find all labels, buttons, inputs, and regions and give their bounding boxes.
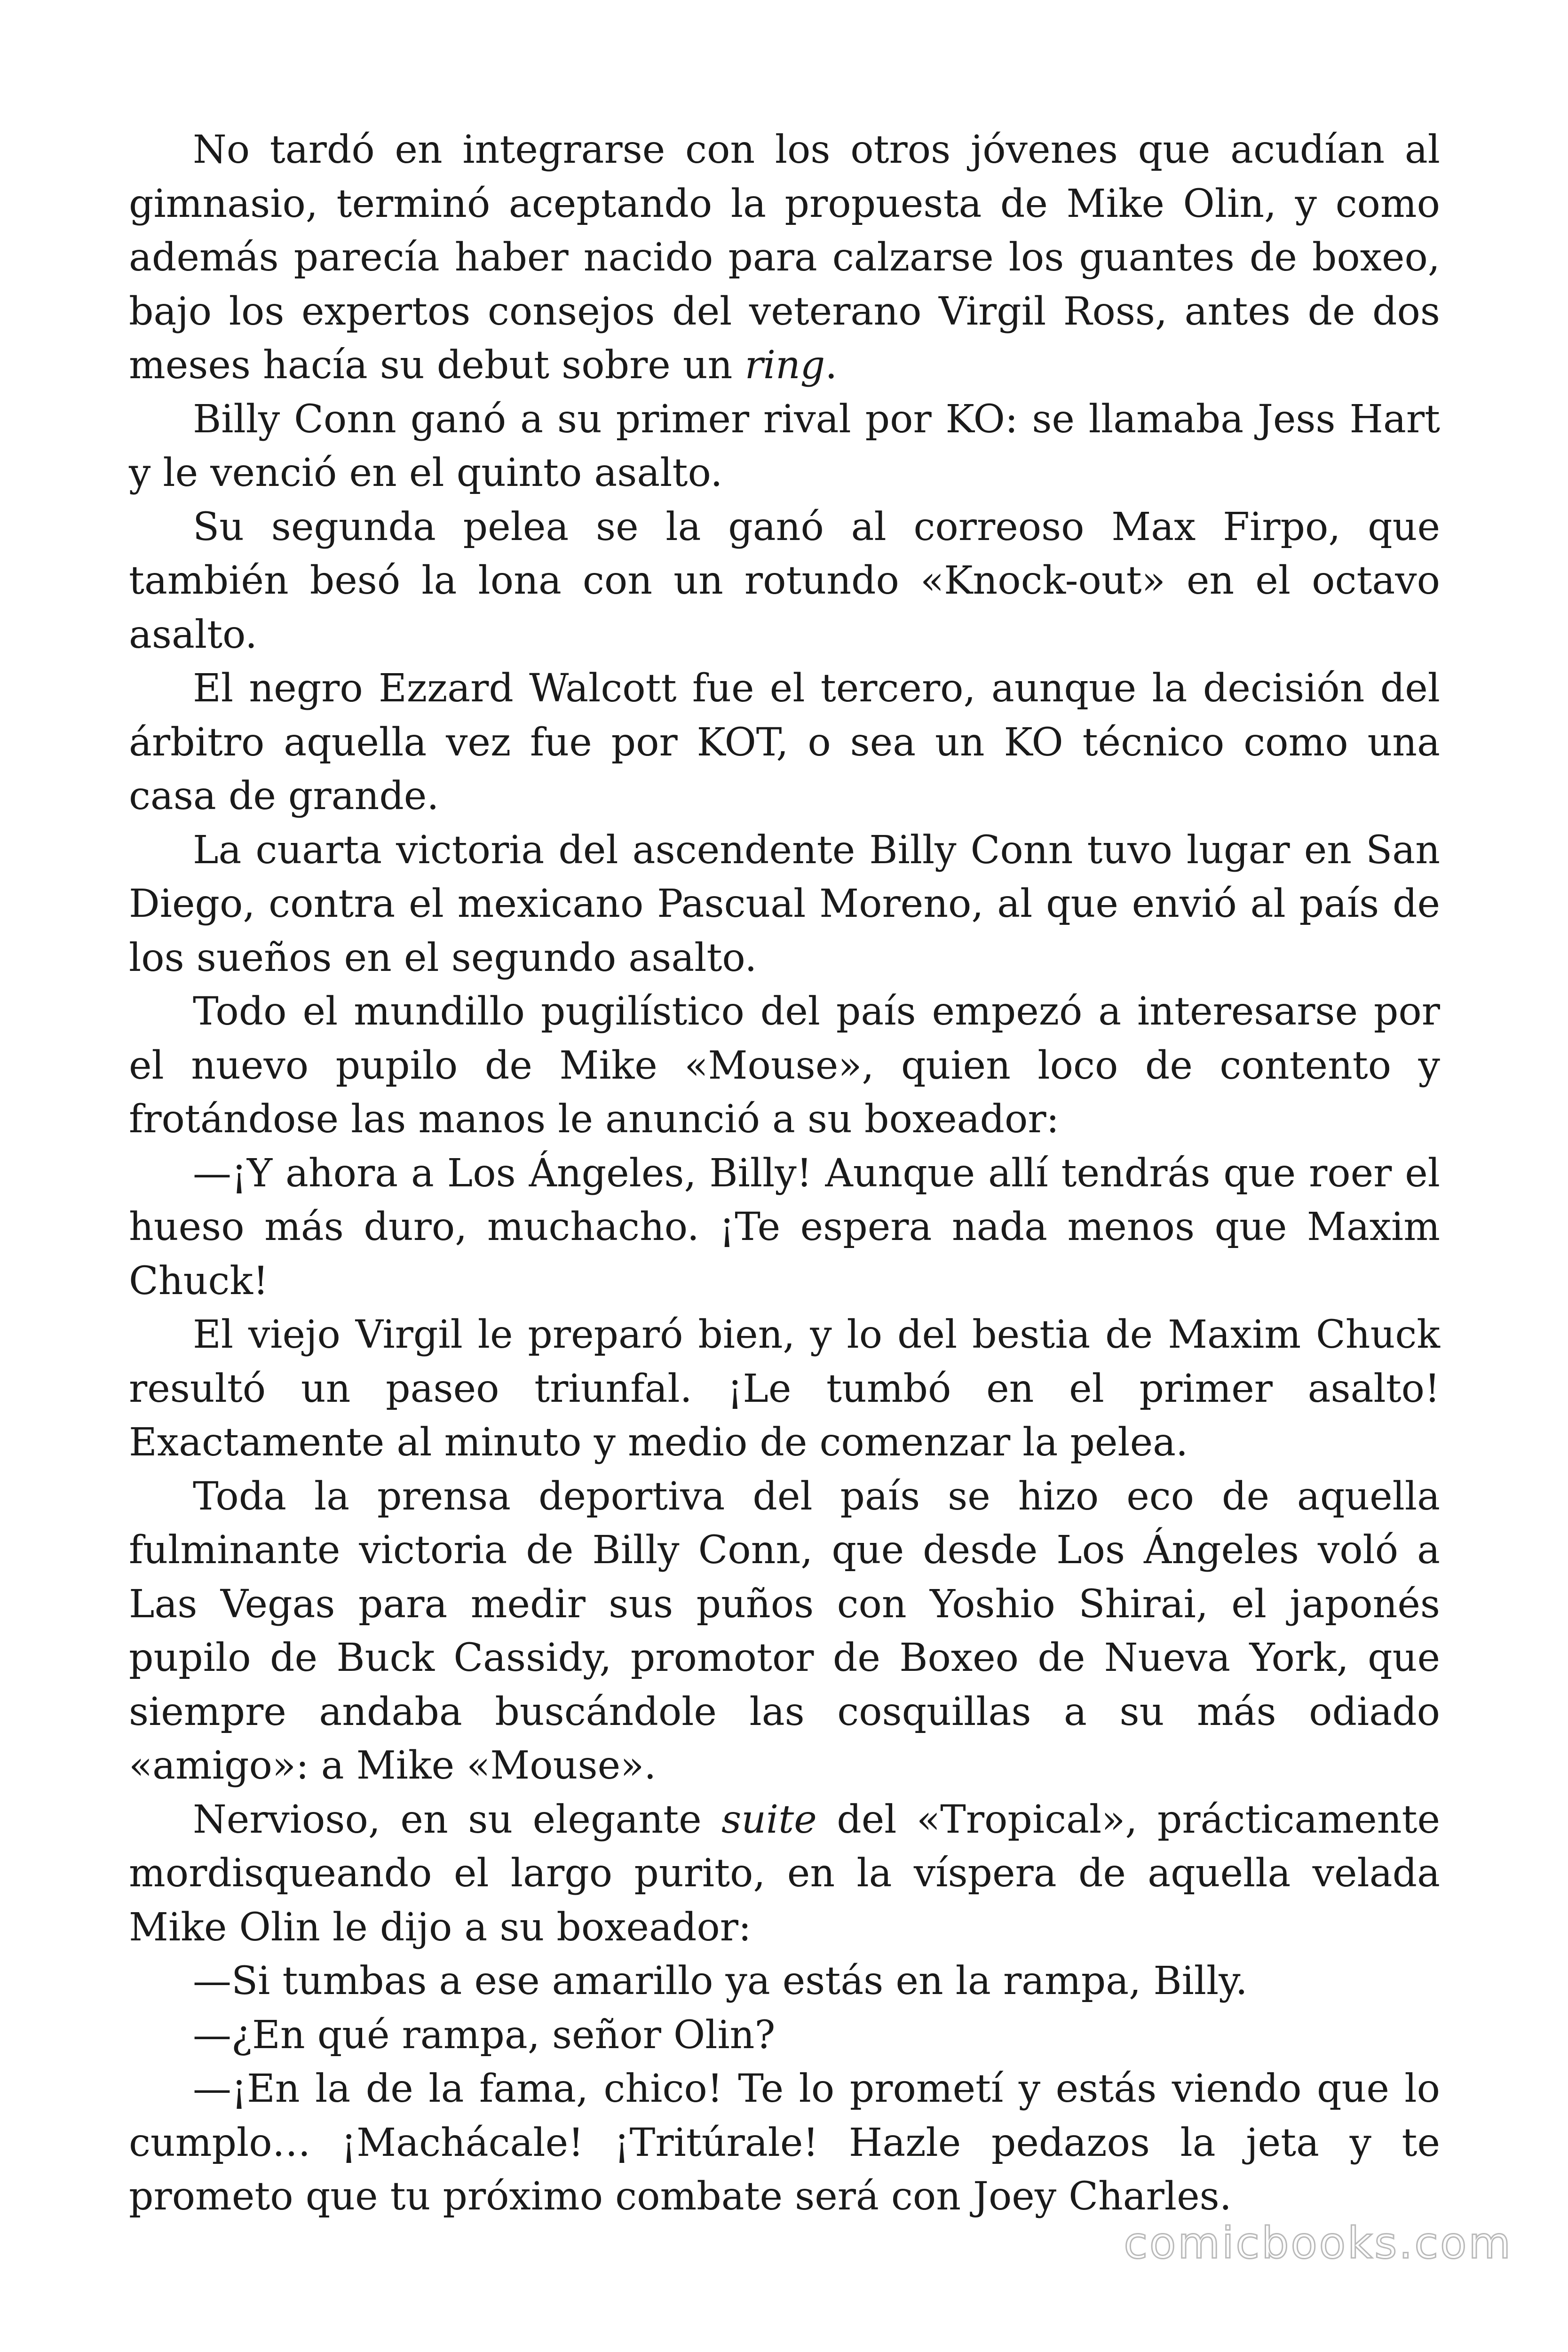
- paragraph: No tardó en integrarse con los otros jóvenes que acudían al gimnasio, terminó aceptando la propuesta de Mike Olin, y como además parecía haber nacido para calzarse los guantes de boxeo, bajo los expertos consejos del veterano Virgil Ross, antes de dos meses hacía su debut sobre un ring.: [129, 127, 1440, 388]
- paragraph: Toda la prensa deportiva del país se hizo eco de aquella fulminante victoria de Billy Conn, que desde Los Ángeles voló a Las Vegas para medir sus puños con Yoshio Shirai, el japonés pupilo de Buck Cassidy, promotor de Boxeo de Nueva York, que siempre andaba buscándole las cosquillas a su más odiado «amigo»: a Mike «Mouse».: [129, 1474, 1440, 1788]
- dialogue-paragraph: —¡Y ahora a Los Ángeles, Billy! Aunque allí tendrás que roer el hueso más duro, muchacho. ¡Te espera nada menos que Maxim Chuck!: [129, 1151, 1440, 1303]
- paragraph: Todo el mundillo pugilístico del país empezó a interesarse por el nuevo pupilo de Mike «Mouse», quien loco de contento y frotándose las manos le anunció a su boxeador:: [129, 989, 1440, 1142]
- paragraph: El negro Ezzard Walcott fue el tercero, aunque la decisión del árbitro aquella vez fue por KOT, o sea un KO técnico como una casa de grande.: [129, 666, 1440, 818]
- paragraph: La cuarta victoria del ascendente Billy Conn tuvo lugar en San Diego, contra el mexicano Pascual Moreno, al que envió al país de los sueños en el segundo asalto.: [129, 827, 1440, 980]
- dialogue-paragraph: —¡En la de la fama, chico! Te lo prometí y estás viendo que lo cumplo… ¡Machácale! ¡Tritúrale! Hazle pedazos la jeta y te prometo que tu próximo combate será con Joey Charles.: [129, 2066, 1440, 2219]
- paragraph: Nervioso, en su elegante suite del «Tropical», prácticamente mordisqueando el largo purito, en la víspera de aquella velada Mike Olin le dijo a su boxeador:: [129, 1797, 1440, 1950]
- body-text: [129, 123, 1440, 2224]
- dialogue-paragraph: —¿En qué rampa, señor Olin?: [193, 2012, 776, 2058]
- paragraph: Billy Conn ganó a su primer rival por KO: se llamaba Jess Hart y le venció en el quinto asalto.: [129, 397, 1440, 495]
- paragraph: El viejo Virgil le preparó bien, y lo del bestia de Maxim Chuck resultó un paseo triunfal. ¡Le tumbó en el primer asalto! Exactamente al minuto y medio de comenzar la pelea.: [129, 1312, 1440, 1465]
- dialogue-paragraph: —Si tumbas a ese amarillo ya estás en la rampa, Billy.: [193, 1959, 1248, 2003]
- watermark: comicbooks.com: [1124, 2218, 1513, 2268]
- paragraph: Su segunda pelea se la ganó al correoso Max Firpo, que también besó la lona con un rotundo «Knock-out» en el octavo asalto.: [129, 504, 1440, 657]
